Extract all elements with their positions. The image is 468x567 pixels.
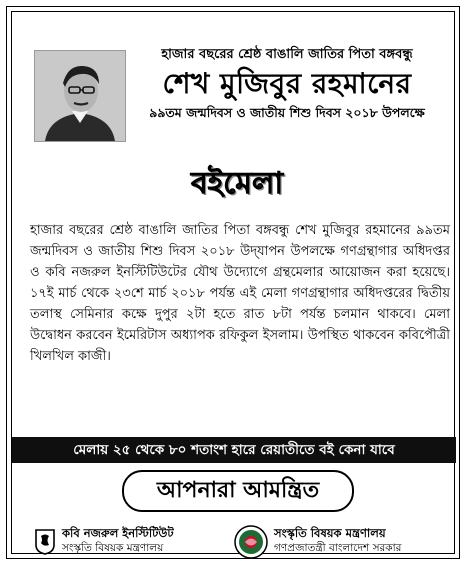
footer-left-org bbox=[32, 525, 227, 559]
footer-right-org bbox=[234, 525, 454, 559]
inner-border bbox=[11, 11, 455, 554]
event-title-text: বইমেলা bbox=[190, 166, 284, 201]
left-org-name: কবি নজরুল ইনস্টিটিউট bbox=[62, 526, 174, 540]
header-occasion: ৯৯তম জন্মদিবস ও জাতীয় শিশু দিবস ২০১৮ উপলক্ষে bbox=[149, 105, 425, 120]
portrait-photo bbox=[34, 50, 126, 142]
header-tagline: হাজার বছরের শ্রেষ্ঠ বাঙালি জাতির পিতা বঙ্গবন্ধু bbox=[161, 47, 413, 62]
event-title bbox=[162, 162, 312, 206]
discount-banner: মেলায় ২৫ থেকে ৮০ শতাংশ হারে রেয়াতীতে বই কেনা যাবে bbox=[12, 437, 456, 463]
header-block bbox=[137, 46, 437, 122]
invitation-badge: আপনারা আমন্ত্রিত bbox=[122, 470, 354, 512]
header-name: শেখ মুজিবুর রহমানের bbox=[162, 67, 412, 100]
body-paragraph: হাজার বছরের শ্রেষ্ঠ বাঙালি জাতির পিতা বঙ্গবন্ধু শেখ মুজিবুর রহমানের ৯৯তম জন্মদিবস ও জাতীয় শিশু দিবস ২০১৮ উদ্‌যাপন উপলক্ষে গণগ্রন্থাগার অধিদপ্তর ও কবি নজরুল ইনস্টিটিউটের যৌথ উদ্যোগে গ্রন্থমেলার আয়োজন করা হয়েছে। ১৭ই মার্চ থেকে ২৩শে মার্চ ২০১৮ পর্যন্ত এই মেলা গণগ্রন্থাগার অধিদপ্তরের দ্বিতীয় তলাস্থ সেমিনার কক্ষে দুপুর ২টা হতে রাত ৮টা পর্যন্ত চলমান থাকবে। মেলা উদ্বোধন করবেন ইমেরিটাস অধ্যাপক রফিকুল ইসলাম। উপস্থিত থাকবেন কবিপৌত্রী খিলখিল কাজী। bbox=[30, 223, 450, 364]
right-org-sub: গণপ্রজাতন্ত্রী বাংলাদেশ সরকার bbox=[274, 542, 402, 554]
left-org-sub: সংস্কৃতি বিষয়ক মন্ত্রণালয় bbox=[62, 542, 164, 554]
right-org-name: সংস্কৃতি বিষয়ক মন্ত্রণালয় bbox=[274, 526, 386, 540]
government-seal-icon bbox=[234, 525, 268, 559]
nazrul-institute-logo-icon bbox=[32, 527, 58, 555]
advertisement-frame bbox=[6, 6, 460, 559]
